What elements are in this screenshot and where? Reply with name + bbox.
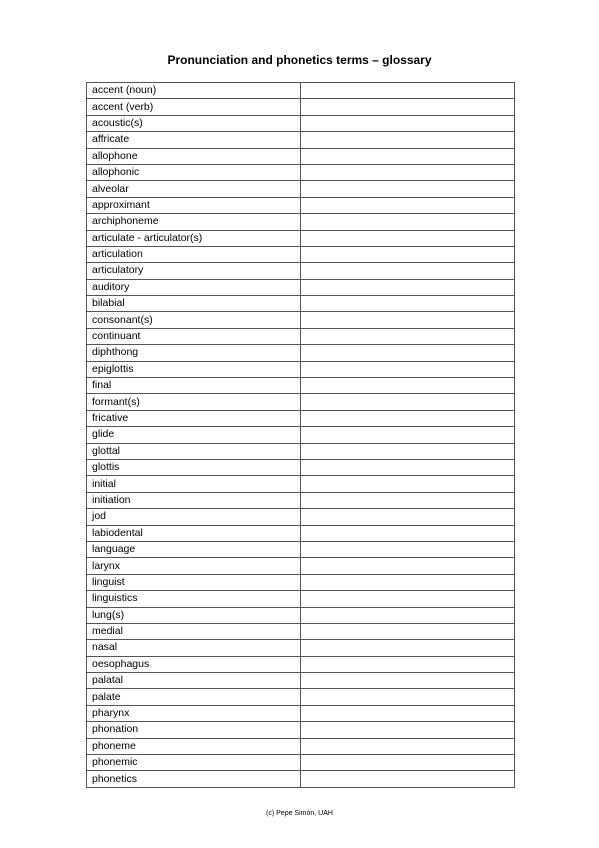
definition-cell[interactable] [301, 164, 515, 180]
definition-cell[interactable] [301, 263, 515, 279]
table-row [87, 263, 515, 279]
term-cell: alveolar [87, 181, 301, 197]
glossary-body [87, 83, 515, 788]
definition-cell[interactable] [301, 230, 515, 246]
table-row [87, 230, 515, 246]
definition-cell[interactable] [301, 378, 515, 394]
term-cell: pharynx [87, 705, 301, 721]
definition-cell[interactable] [301, 246, 515, 262]
term-cell: allophonic [87, 164, 301, 180]
definition-cell[interactable] [301, 541, 515, 557]
table-row [87, 394, 515, 410]
table-row [87, 722, 515, 738]
table-row [87, 99, 515, 115]
table-row [87, 378, 515, 394]
table-row [87, 296, 515, 312]
table-row [87, 755, 515, 771]
table-row [87, 656, 515, 672]
table-row [87, 558, 515, 574]
table-row [87, 181, 515, 197]
term-cell: articulate - articulator(s) [87, 230, 301, 246]
table-row [87, 148, 515, 164]
definition-cell[interactable] [301, 197, 515, 213]
table-row [87, 246, 515, 262]
table-row [87, 509, 515, 525]
table-row [87, 83, 515, 99]
definition-cell[interactable] [301, 328, 515, 344]
definition-cell[interactable] [301, 312, 515, 328]
table-row [87, 771, 515, 787]
table-row [87, 214, 515, 230]
definition-cell[interactable] [301, 689, 515, 705]
table-row [87, 328, 515, 344]
term-cell: epiglottis [87, 361, 301, 377]
term-cell: lung(s) [87, 607, 301, 623]
term-cell: oesophagus [87, 656, 301, 672]
table-row [87, 279, 515, 295]
term-cell: medial [87, 623, 301, 639]
definition-cell[interactable] [301, 279, 515, 295]
term-cell: accent (noun) [87, 83, 301, 99]
definition-cell[interactable] [301, 99, 515, 115]
term-cell: glottal [87, 443, 301, 459]
term-cell: approximant [87, 197, 301, 213]
table-row [87, 525, 515, 541]
term-cell: phonetics [87, 771, 301, 787]
table-row [87, 705, 515, 721]
definition-cell[interactable] [301, 607, 515, 623]
table-row [87, 312, 515, 328]
definition-cell[interactable] [301, 427, 515, 443]
table-row [87, 443, 515, 459]
term-cell: linguistics [87, 591, 301, 607]
table-row [87, 623, 515, 639]
table-row [87, 689, 515, 705]
term-cell: glide [87, 427, 301, 443]
term-cell: archiphoneme [87, 214, 301, 230]
term-cell: diphthong [87, 345, 301, 361]
term-cell: jod [87, 509, 301, 525]
definition-cell[interactable] [301, 525, 515, 541]
definition-cell[interactable] [301, 492, 515, 508]
term-cell: final [87, 378, 301, 394]
definition-cell[interactable] [301, 443, 515, 459]
term-cell: glottis [87, 459, 301, 475]
term-cell: palatal [87, 673, 301, 689]
term-cell: palate [87, 689, 301, 705]
definition-cell[interactable] [301, 673, 515, 689]
term-cell: initial [87, 476, 301, 492]
term-cell: articulation [87, 246, 301, 262]
table-row [87, 476, 515, 492]
term-cell: bilabial [87, 296, 301, 312]
definition-cell[interactable] [301, 623, 515, 639]
term-cell: fricative [87, 410, 301, 426]
term-cell: larynx [87, 558, 301, 574]
table-row [87, 640, 515, 656]
term-cell: allophone [87, 148, 301, 164]
table-row [87, 132, 515, 148]
definition-cell[interactable] [301, 771, 515, 787]
term-cell: acoustic(s) [87, 115, 301, 131]
term-cell: linguist [87, 574, 301, 590]
table-row [87, 197, 515, 213]
term-cell: articulatory [87, 263, 301, 279]
term-cell: auditory [87, 279, 301, 295]
table-row [87, 591, 515, 607]
term-cell: continuant [87, 328, 301, 344]
definition-cell[interactable] [301, 148, 515, 164]
definition-cell[interactable] [301, 722, 515, 738]
definition-cell[interactable] [301, 558, 515, 574]
definition-cell[interactable] [301, 296, 515, 312]
definition-cell[interactable] [301, 591, 515, 607]
definition-cell[interactable] [301, 83, 515, 99]
table-row [87, 427, 515, 443]
definition-cell[interactable] [301, 181, 515, 197]
definition-cell[interactable] [301, 640, 515, 656]
definition-cell[interactable] [301, 214, 515, 230]
definition-cell[interactable] [301, 738, 515, 754]
definition-cell[interactable] [301, 410, 515, 426]
term-cell: formant(s) [87, 394, 301, 410]
term-cell: consonant(s) [87, 312, 301, 328]
definition-cell[interactable] [301, 459, 515, 475]
definition-cell[interactable] [301, 115, 515, 131]
glossary-table [86, 82, 515, 788]
definition-cell[interactable] [301, 656, 515, 672]
definition-cell[interactable] [301, 755, 515, 771]
definition-cell[interactable] [301, 705, 515, 721]
table-row [87, 574, 515, 590]
definition-cell[interactable] [301, 476, 515, 492]
term-cell: affricate [87, 132, 301, 148]
table-row [87, 410, 515, 426]
table-row [87, 607, 515, 623]
table-row [87, 345, 515, 361]
table-row [87, 492, 515, 508]
table-row [87, 541, 515, 557]
definition-cell[interactable] [301, 509, 515, 525]
term-cell: phoneme [87, 738, 301, 754]
footer-copyright: (c) Pepe Simón, UAH [266, 810, 333, 817]
table-row [87, 361, 515, 377]
table-row [87, 164, 515, 180]
definition-cell[interactable] [301, 394, 515, 410]
term-cell: labiodental [87, 525, 301, 541]
definition-cell[interactable] [301, 361, 515, 377]
table-row [87, 738, 515, 754]
term-cell: nasal [87, 640, 301, 656]
table-row [87, 115, 515, 131]
table-row [87, 673, 515, 689]
term-cell: accent (verb) [87, 99, 301, 115]
term-cell: initiation [87, 492, 301, 508]
page-title: Pronunciation and phonetics terms – glossary [167, 53, 432, 67]
term-cell: language [87, 541, 301, 557]
term-cell: phonemic [87, 755, 301, 771]
table-row [87, 459, 515, 475]
definition-cell[interactable] [301, 574, 515, 590]
term-cell: phonation [87, 722, 301, 738]
definition-cell[interactable] [301, 132, 515, 148]
definition-cell[interactable] [301, 345, 515, 361]
